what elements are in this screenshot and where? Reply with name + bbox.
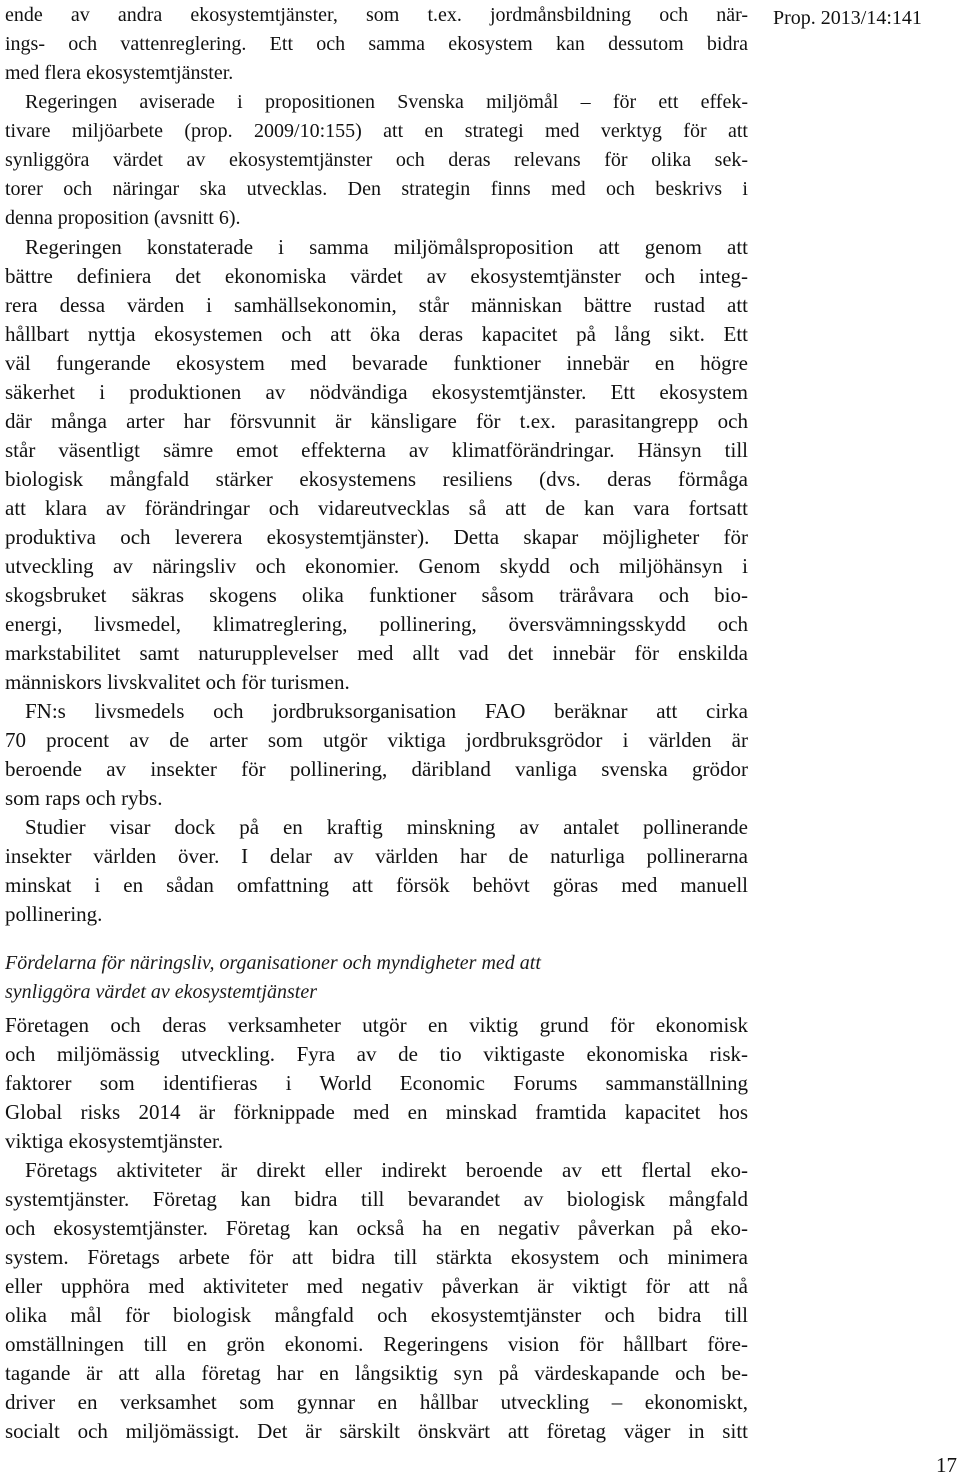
text-line: med flera ekosystemtjänster.	[5, 62, 234, 84]
text-line: denna proposition (avsnitt 6).	[5, 207, 241, 229]
text-line: driver en verksamhet som gynnar en hållbar utveckling – ekonomiskt,	[5, 1390, 748, 1414]
text-line: faktorer som identifieras i World Economic Forums sammanställning	[5, 1071, 748, 1095]
text-line: Studier visar dock på en kraftig minskning av antalet pollinerande	[25, 815, 748, 839]
text-line: människors livskvalitet och för turismen.	[5, 670, 350, 694]
text-line: att klara av förändringar och vidareutvecklas så att de kan vara fortsatt	[5, 496, 748, 520]
text-line: Företagen och deras verksamheter utgör en viktig grund för ekonomisk	[5, 1013, 748, 1037]
text-line: Regeringen aviserade i propositionen Svenska miljömål – för ett effek-	[25, 91, 748, 113]
paragraph-strategy	[5, 88, 748, 233]
text-line: väl fungerande ekosystem med bevarade funktioner innebär en högre	[5, 351, 748, 375]
section-subheading	[5, 949, 748, 1007]
text-line: socialt och miljömässigt. Det är särskilt önskvärt att företag väger in sitt	[5, 1419, 748, 1443]
text-line: insekter världen över. I delar av världen har de naturliga pollinerarna	[5, 844, 748, 868]
text-line: produktiva och leverera ekosystemtjänster). Detta skapar möjligheter för	[5, 525, 748, 549]
text-line: står väsentligt sämre emot effekterna av klimatförändringar. Hänsyn till	[5, 438, 748, 462]
text-line: Global risks 2014 är förknippade med en minskad framtida kapacitet hos	[5, 1100, 748, 1124]
paragraph-companies-risks	[5, 1011, 748, 1156]
text-line: tivare miljöarbete (prop. 2009/10:155) att en strategi med verktyg för att	[5, 120, 748, 142]
text-line: ings- och vattenreglering. Ett och samma ekosystem kan dessutom bidra	[5, 33, 748, 55]
text-line: 70 procent av de arter som utgör viktiga jordbruksgrödor i världen är	[5, 728, 748, 752]
text-line: synliggöra värdet av ekosystemtjänster och deras relevans för olika sek-	[5, 149, 748, 171]
paragraph-ecosystem-services-intro	[5, 1, 748, 88]
text-line: omställningen till en grön ekonomi. Regeringens vision för hållbart före-	[5, 1332, 748, 1356]
paragraph-companies-dependence	[5, 1156, 748, 1446]
text-line: viktiga ekosystemtjänster.	[5, 1129, 224, 1153]
text-line: eller upphöra med aktiviteter med negativ påverkan är viktigt för att nå	[5, 1274, 748, 1298]
text-line: biologisk mångfald stärker ekosystemens resiliens (dvs. deras förmåga	[5, 467, 748, 491]
text-line: Regeringen konstaterade i samma miljömålsproposition att genom att	[25, 235, 748, 259]
text-line: tagande är att alla företag har en långsiktig syn på värdeskapande och be-	[5, 1361, 748, 1385]
text-line: där många arter har försvunnit är känsligare för t.ex. parasitangrepp och	[5, 409, 748, 433]
text-line: systemtjänster. Företag kan bidra till bevarandet av biologisk mångfald	[5, 1187, 748, 1211]
text-line: rera dessa värden i samhällsekonomin, står människan bättre rustad att	[5, 293, 748, 317]
paragraph-economic-value	[5, 233, 748, 697]
text-line: olika mål för biologisk mångfald och ekosystemtjänster och bidra till	[5, 1303, 748, 1327]
text-line: ende av andra ekosystemtjänster, som t.ex. jordmånsbildning och när-	[5, 4, 748, 26]
text-line: pollinering.	[5, 902, 103, 926]
text-line: utveckling av näringsliv och ekonomier. Genom skydd och miljöhänsyn i	[5, 554, 748, 578]
proposition-reference: Prop. 2013/14:141	[773, 7, 922, 29]
text-line: bättre definiera det ekonomiska värdet av ekosystemtjänster och integ-	[5, 264, 748, 288]
text-line: system. Företags arbete för att bidra till stärkta ekosystem och minimera	[5, 1245, 748, 1269]
text-line: energi, livsmedel, klimatreglering, pollinering, översvämningsskydd och	[5, 612, 748, 636]
subheading-line: synliggöra värdet av ekosystemtjänster	[5, 981, 317, 1003]
text-line: och miljömässig utveckling. Fyra av de tio viktigaste ekonomiska risk-	[5, 1042, 748, 1066]
text-line: beroende av insekter för pollinering, däribland vanliga svenska grödor	[5, 757, 748, 781]
body-text-column	[5, 1, 748, 1446]
text-line: FN:s livsmedels och jordbruksorganisation FAO beräknar att cirka	[25, 699, 748, 723]
text-line: minskat i en sådan omfattning att försök behövt göras med manuell	[5, 873, 748, 897]
text-line: och ekosystemtjänster. Företag kan också ha en negativ påverkan på eko-	[5, 1216, 748, 1240]
text-line: hållbart nyttja ekosystemen och att öka deras kapacitet på lång sikt. Ett	[5, 322, 748, 346]
text-line: skogsbruket säkras skogens olika funktioner såsom träråvara och bio-	[5, 583, 748, 607]
text-line: Företags aktiviteter är direkt eller indirekt beroende av ett flertal eko-	[25, 1158, 748, 1182]
text-line: markstabilitet samt naturupplevelser med allt vad det innebär för enskilda	[5, 641, 748, 665]
text-line: säkerhet i produktionen av nödvändiga ekosystemtjänster. Ett ekosystem	[5, 380, 748, 404]
page-number: 17	[936, 1453, 957, 1477]
section-spacer	[5, 929, 748, 949]
paragraph-fao-pollination	[5, 697, 748, 813]
text-line: som raps och rybs.	[5, 786, 163, 810]
text-line: torer och näringar ska utvecklas. Den strategin finns med och beskrivs i	[5, 178, 748, 200]
subheading-line: Fördelarna för näringsliv, organisationer och myndigheter med att	[5, 952, 541, 974]
paragraph-pollinator-decline	[5, 813, 748, 929]
